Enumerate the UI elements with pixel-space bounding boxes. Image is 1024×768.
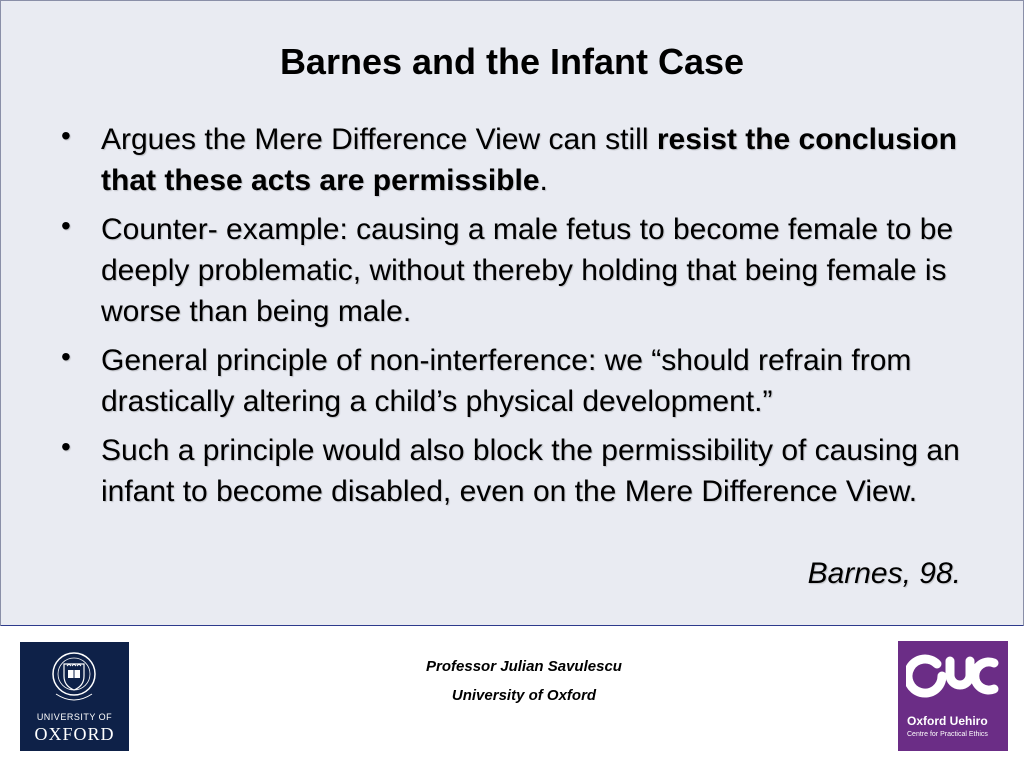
bullet-dot-icon: • (61, 120, 71, 151)
bullet-bold-text: resist the conclusion that these acts are permissible (101, 123, 957, 197)
uehiro-logo-name: Oxford Uehiro (907, 714, 988, 728)
bullet-item (61, 340, 961, 422)
bullet-text: General principle of non-interference: we “should refrain from drastically altering a child’s physical development.” (101, 344, 912, 418)
footer (0, 626, 1024, 768)
bullet-dot-icon: • (61, 431, 71, 462)
university-of-oxford-logo (20, 642, 129, 751)
oxford-logo-line2: OXFORD (34, 724, 115, 744)
uehiro-logo-subtitle: Centre for Practical Ethics (907, 731, 988, 738)
citation: Barnes, 98. (807, 557, 961, 590)
bullet-dot-icon: • (61, 341, 71, 372)
bullet-text-end: . (539, 164, 548, 197)
bullet-text: Counter- example: causing a male fetus to become female to be deeply problematic, without thereby holding that being female is worse than being male. (101, 213, 954, 328)
bullet-list (61, 119, 961, 520)
bullet-text: Argues the Mere Difference View can still (101, 123, 657, 156)
slide-title: Barnes and the Infant Case (279, 41, 745, 82)
presenter-name: Professor Julian Savulescu (426, 658, 622, 675)
oxford-uehiro-logo (898, 641, 1008, 751)
bullet-item (61, 119, 961, 201)
bullet-item (61, 209, 961, 332)
bullet-text: Such a principle would also block the permissibility of causing an infant to become disabled, even on the Mere Difference View. (101, 434, 960, 508)
bullet-item (61, 430, 961, 512)
oxford-logo-line1: UNIVERSITY OF (36, 712, 113, 722)
institution-name: University of Oxford (451, 687, 597, 704)
oxford-crest-icon (50, 650, 98, 706)
uehiro-mark-icon (906, 649, 1000, 703)
bullet-dot-icon: • (61, 210, 71, 241)
